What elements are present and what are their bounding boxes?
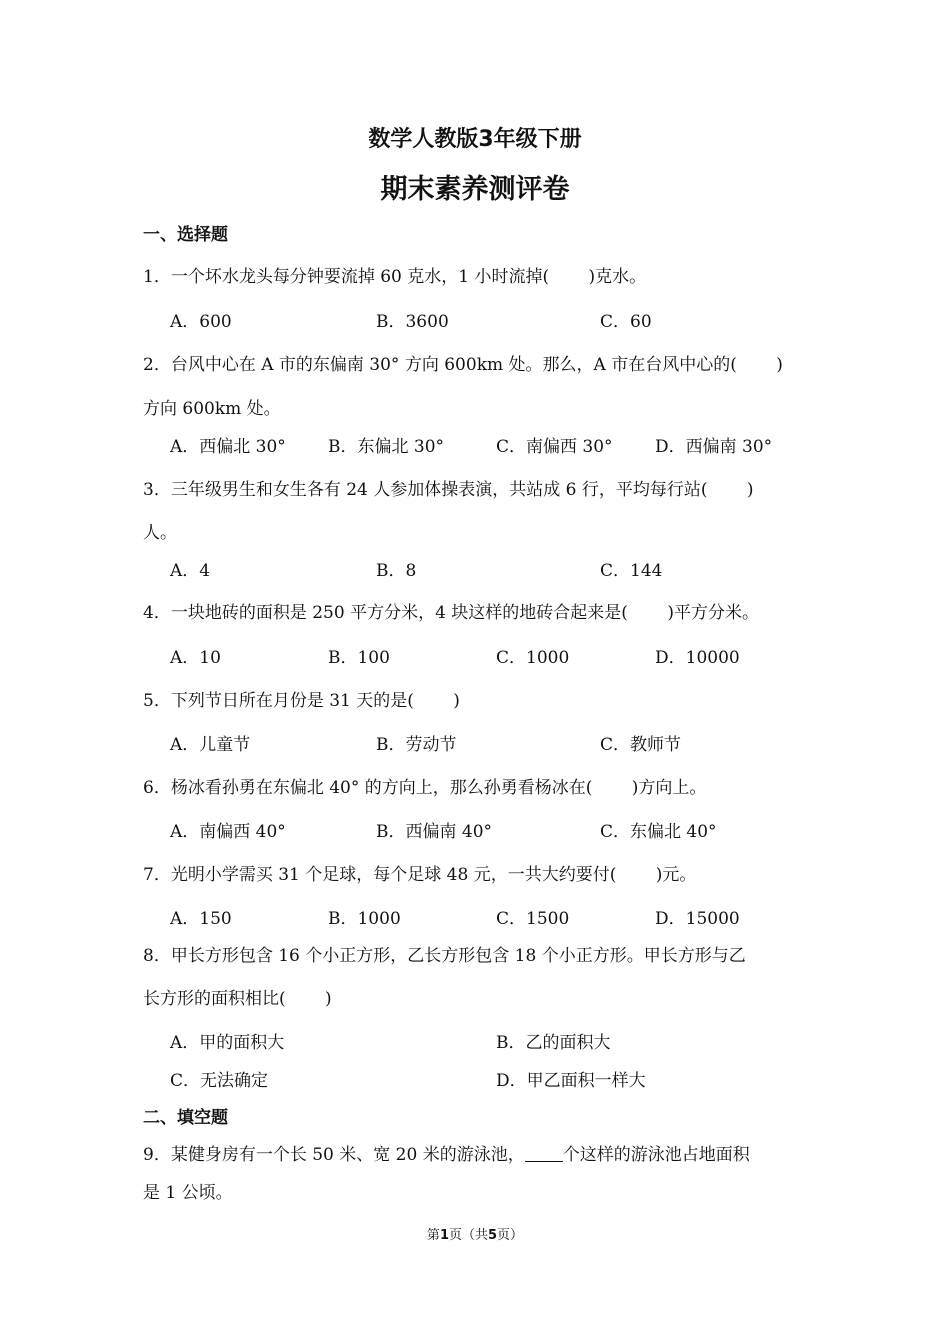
- total-page-count: 5: [488, 1228, 498, 1243]
- q2-option-b: B．东偏北 30°: [328, 437, 445, 457]
- q7-option-d: D．15000: [655, 909, 740, 929]
- q6-option-b: B．西偏南 40°: [376, 822, 493, 842]
- question-3-line-1: 3．三年级男生和女生各有 24 人参加体操表演，共站成 6 行，平均每行站( ): [143, 480, 754, 500]
- q6-option-c: C．东偏北 40°: [600, 822, 717, 842]
- q7-option-a: A．150: [170, 909, 232, 929]
- question-8-line-2: 长方形的面积相比( ): [143, 989, 332, 1009]
- q8-option-d: D．甲乙面积一样大: [496, 1071, 646, 1091]
- q1-option-c: C．60: [600, 312, 652, 332]
- q1-option-b: B．3600: [376, 312, 449, 332]
- question-3-line-2: 人。: [143, 523, 177, 543]
- q6-option-a: A．南偏西 40°: [170, 822, 286, 842]
- q5-option-c: C．教师节: [600, 735, 682, 755]
- q2-option-a: A．西偏北 30°: [170, 437, 286, 457]
- question-2-line-1: 2．台风中心在 A 市的东偏南 30° 方向 600km 处。那么，A 市在台风中心的( ): [143, 355, 783, 375]
- question-1: 1．一个坏水龙头每分钟要流掉 60 克水，1 小时流掉( )克水。: [143, 267, 647, 287]
- q4-option-c: C．1000: [496, 648, 570, 668]
- section-heading-choice: 一、选择题: [143, 225, 228, 245]
- question-9-line-2: 是 1 公顷。: [143, 1183, 233, 1203]
- q5-option-b: B．劳动节: [376, 735, 457, 755]
- q7-option-b: B．1000: [328, 909, 401, 929]
- question-6: 6．杨冰看孙勇在东偏北 40° 的方向上，那么孙勇看杨冰在( )方向上。: [143, 778, 707, 798]
- q9-answer-blank[interactable]: [525, 1145, 563, 1162]
- q9-text-before-blank: 9．某健身房有一个长 50 米、宽 20 米的游泳池，: [143, 1145, 525, 1165]
- exam-subtitle: 期末素养测评卷: [380, 174, 570, 205]
- q4-option-a: A．10: [170, 648, 221, 668]
- q3-option-c: C．144: [600, 561, 663, 581]
- q8-option-b: B．乙的面积大: [496, 1033, 611, 1053]
- q7-option-c: C．1500: [496, 909, 570, 929]
- q3-option-a: A．4: [170, 561, 211, 581]
- q9-text-after-blank: 个这样的游泳池占地面积: [562, 1145, 750, 1165]
- page-footer: 第1页（共5页）: [426, 1228, 524, 1243]
- q8-option-c: C．无法确定: [170, 1071, 269, 1091]
- exam-title: 数学人教版3年级下册: [368, 127, 582, 152]
- q1-option-a: A．600: [170, 312, 232, 332]
- q5-option-a: A．儿童节: [170, 735, 251, 755]
- question-2-line-2: 方向 600km 处。: [143, 399, 281, 419]
- q3-option-b: B．8: [376, 561, 417, 581]
- q2-option-c: C．南偏西 30°: [496, 437, 613, 457]
- question-8-line-1: 8．甲长方形包含 16 个小正方形，乙长方形包含 18 个小正方形。甲长方形与乙: [143, 946, 746, 966]
- q4-option-d: D．10000: [655, 648, 740, 668]
- q2-option-d: D．西偏南 30°: [655, 437, 773, 457]
- question-4: 4．一块地砖的面积是 250 平方分米，4 块这样的地砖合起来是( )平方分米。: [143, 603, 759, 623]
- section-heading-fill: 二、填空题: [143, 1108, 228, 1128]
- q8-option-a: A．甲的面积大: [170, 1033, 285, 1053]
- question-5: 5．下列节日所在月份是 31 天的是( ): [143, 691, 460, 711]
- question-7: 7．光明小学需买 31 个足球，每个足球 48 元，一共大约要付( )元。: [143, 865, 697, 885]
- q4-option-b: B．100: [328, 648, 390, 668]
- current-page-number: 1: [439, 1228, 449, 1243]
- question-9-line-1: [143, 1142, 750, 1168]
